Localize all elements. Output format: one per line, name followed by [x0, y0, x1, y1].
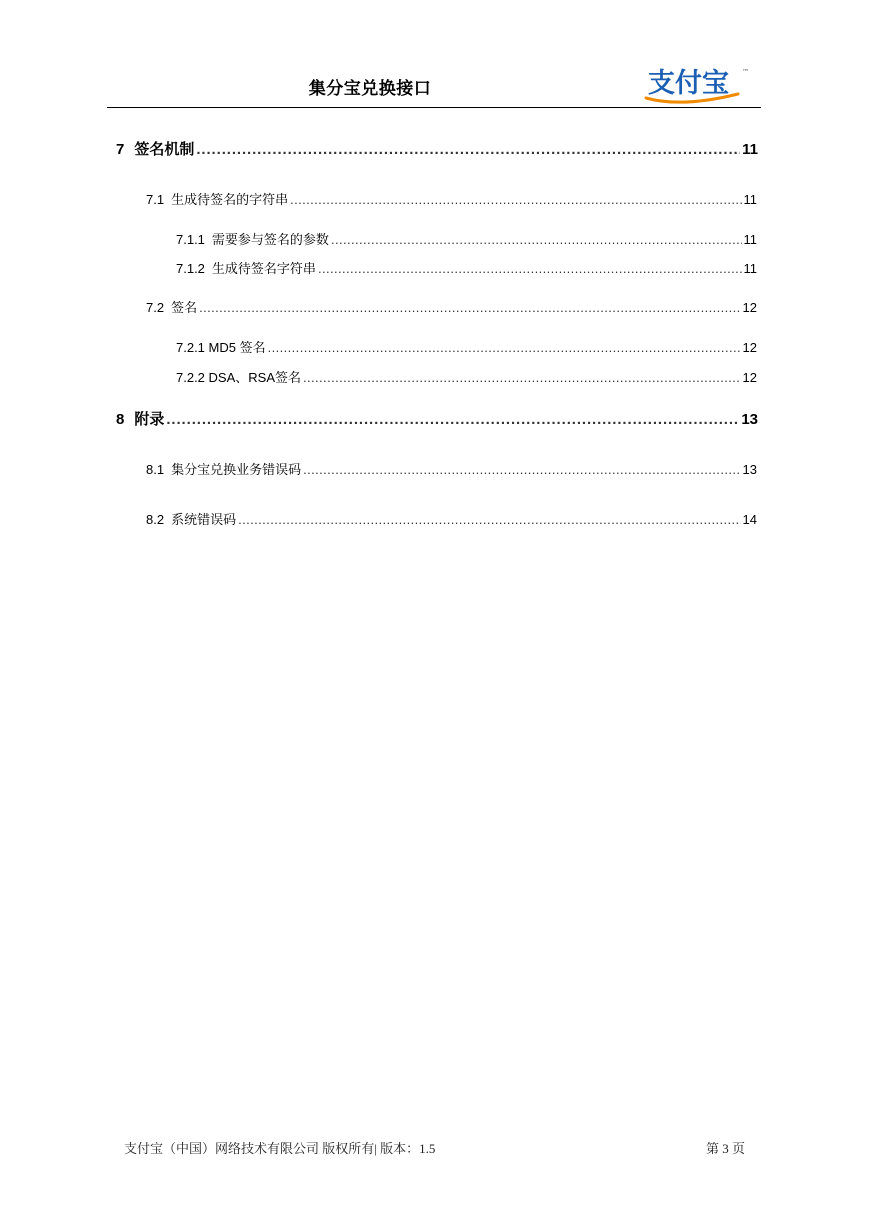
toc-number: 8.1 — [146, 462, 165, 477]
svg-text:™: ™ — [742, 68, 749, 76]
svg-text:支付宝: 支付宝 — [648, 68, 729, 99]
toc-number: 7 — [116, 141, 125, 158]
toc-number: 8 — [116, 411, 125, 428]
toc-leader-dots — [303, 462, 740, 477]
toc-page: 12 — [742, 300, 757, 315]
toc-number: 7.1 — [146, 192, 165, 207]
toc-entry-8[interactable] — [116, 408, 758, 429]
toc-leader-dots — [290, 192, 741, 207]
header-divider — [107, 107, 761, 108]
toc-entry-7-1-1[interactable] — [176, 229, 757, 248]
toc-number: 8.2 — [146, 512, 165, 527]
document-header-title: 集分宝兑换接口 — [308, 79, 432, 98]
toc-leader-dots — [199, 300, 740, 315]
toc-leader-dots — [196, 141, 740, 158]
toc-page: 12 — [742, 340, 757, 355]
toc-entry-7-1-2[interactable] — [176, 258, 757, 277]
toc-leader-dots — [166, 411, 739, 428]
toc-leader-dots — [303, 370, 741, 385]
toc-entry-7[interactable] — [116, 138, 758, 159]
footer-page-number: 第 3 页 — [705, 1141, 745, 1156]
toc-entry-7-1[interactable] — [146, 189, 757, 208]
toc-page: 13 — [741, 411, 758, 428]
toc-page: 12 — [742, 370, 757, 385]
toc-entry-7-2-1[interactable] — [176, 337, 757, 356]
toc-title: 生成待签名的字符串 — [171, 192, 289, 207]
toc-entry-7-2-2[interactable] — [176, 367, 757, 386]
toc-title: 生成待签名字符串 — [211, 261, 316, 276]
toc-number: 7.2 — [146, 300, 165, 315]
toc-page: 13 — [742, 462, 757, 477]
toc-number: 7.1.2 — [176, 261, 205, 276]
toc-title: 签名机制 — [134, 141, 195, 158]
toc-leader-dots — [268, 340, 741, 355]
toc-title: 附录 — [134, 411, 165, 428]
toc-leader-dots — [238, 512, 740, 527]
toc-leader-dots — [318, 261, 742, 276]
toc-page: 11 — [743, 232, 757, 247]
toc-page: 11 — [742, 141, 758, 158]
toc-page: 11 — [743, 192, 757, 207]
footer-copyright: 支付宝（中国）网络技术有限公司 版权所有| 版本：1.5 — [124, 1141, 436, 1156]
alipay-logo — [642, 64, 754, 106]
toc-number: 7.1.1 — [176, 232, 205, 247]
toc-leader-dots — [331, 232, 742, 247]
toc-entry-7-2[interactable] — [146, 297, 757, 316]
toc-title: 系统错误码 — [171, 512, 237, 527]
toc-entry-8-1[interactable] — [146, 459, 757, 478]
toc-page: 14 — [742, 512, 757, 527]
toc-page: 11 — [743, 261, 757, 276]
toc-title: 需要参与签名的参数 — [211, 232, 329, 247]
toc-title: 7.2.1 MD5 签名 — [176, 340, 266, 355]
toc-entry-8-2[interactable] — [146, 509, 757, 528]
toc-title: 7.2.2 DSA、RSA签名 — [176, 370, 301, 385]
toc-title: 签名 — [171, 300, 198, 315]
toc-title: 集分宝兑换业务错误码 — [171, 462, 302, 477]
